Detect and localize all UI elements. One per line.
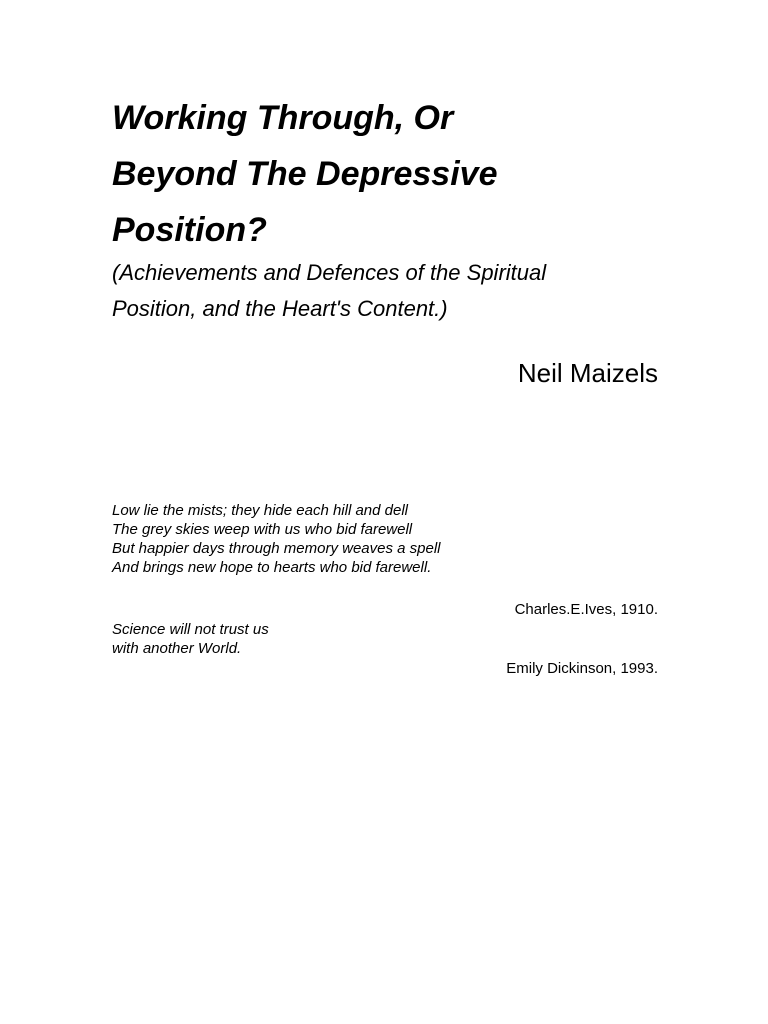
document-subtitle (112, 255, 672, 327)
quote-line: Science will not trust us (112, 621, 269, 638)
title-line: Position? (112, 211, 267, 249)
epigraph-poem (112, 501, 672, 577)
title-line: Working Through, Or (112, 99, 454, 137)
epigraph-quote (112, 620, 512, 658)
subtitle-line: Position, and the Heart's Content.) (112, 296, 448, 321)
quote-line: with another World. (112, 640, 242, 657)
document-title (112, 90, 672, 258)
epigraph-quote-attribution: Emily Dickinson, 1993. (506, 660, 658, 677)
poem-line: Low lie the mists; they hide each hill and dell (112, 502, 409, 519)
poem-line: The grey skies weep with us who bid farewell (112, 521, 413, 538)
author-name: Neil Maizels (517, 358, 658, 388)
subtitle-line: (Achievements and Defences of the Spiritual (112, 260, 547, 285)
poem-line: But happier days through memory weaves a spell (112, 540, 441, 557)
poem-line: And brings new hope to hearts who bid farewell. (112, 559, 432, 576)
title-line: Beyond The Depressive (112, 155, 498, 193)
epigraph-poem-attribution: Charles.E.Ives, 1910. (514, 601, 658, 618)
